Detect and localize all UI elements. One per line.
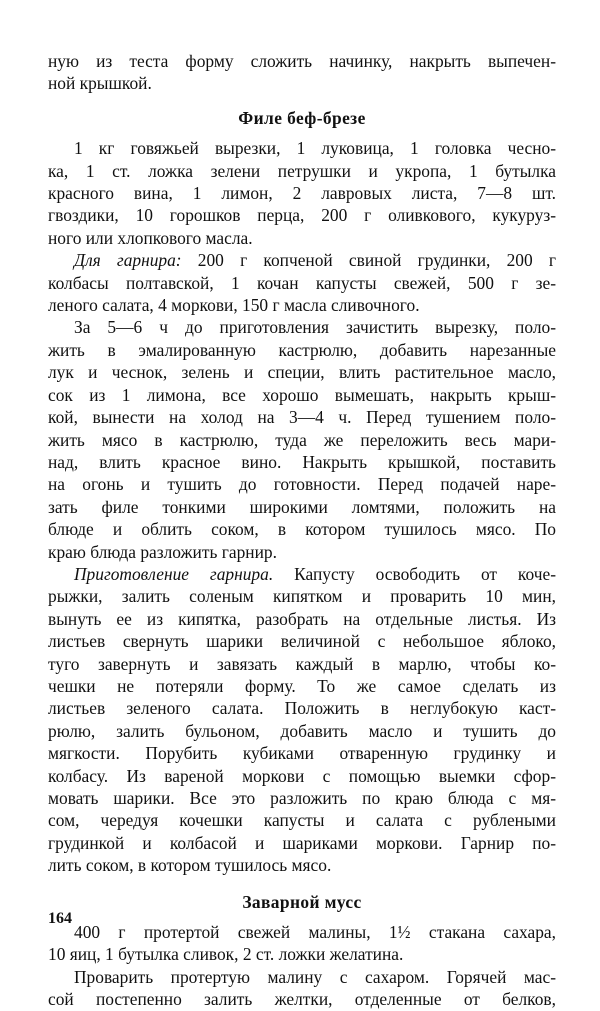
- text-line: сой постепенно залить желтки, отделенные от белков,: [48, 989, 556, 1010]
- recipe-title: Филе беф-брезе: [238, 107, 366, 128]
- text-line: зать филе тонкими широкими ломтями, положить на: [48, 496, 556, 517]
- text-line: ного или хлопкового масла.: [48, 227, 253, 248]
- intro-paragraph: [48, 50, 556, 95]
- garnish-paragraph: [48, 249, 556, 316]
- text-line: туго завернуть и завязать каждый в марлю, чтобы ко-: [48, 653, 556, 674]
- prep-label: Приготовление гарнира.: [74, 563, 274, 584]
- text-line: вынуть ее из кипятка, разобрать на отдельные листья. Из: [48, 608, 556, 629]
- text-line: гвоздики, 10 горошков перца, 200 г оливкового, кукуруз-: [48, 205, 556, 226]
- text-line: сок из 1 лимона, все хорошо вымешать, накрыть крыш-: [48, 384, 556, 405]
- text-line: 400 г протертой свежей малины, 1½ стакана сахара,: [74, 922, 556, 943]
- text-line: ка, 1 ст. ложка зелени петрушки и укропа, 1 бутылка: [48, 160, 556, 181]
- text-line: рюлю, залить бульоном, добавить масло и тушить до: [48, 720, 556, 741]
- text-line: чешки не потеряли форму. То же самое сделать из: [48, 675, 556, 696]
- text-line: листьев зеленого салата. Положить в неглубокую каст-: [48, 698, 556, 719]
- text-line: лук и чеснок, зелень и специи, влить растительное масло,: [48, 362, 556, 383]
- garnish-label: Для гарнира:: [74, 250, 182, 271]
- text-line: краю блюда разложить гарнир.: [48, 541, 277, 562]
- text-line: мягкости. Порубить кубиками отваренную грудинку и: [48, 743, 556, 764]
- text-line: 1 кг говяжьей вырезки, 1 луковица, 1 головка чесно-: [74, 138, 556, 159]
- text-line: грудинкой и колбасой и шариками моркови. Гарнир по-: [48, 832, 556, 853]
- recipe-title: Заварной мусс: [242, 891, 362, 912]
- text-line: блюде и облить соком, в котором тушилось мясо. По: [48, 519, 556, 540]
- ingredients-paragraph: [48, 921, 556, 966]
- text-line: на огонь и тушить до готовности. Перед подачей наре-: [48, 474, 556, 495]
- page-number: 164: [48, 910, 72, 927]
- text-line: ную из теста форму сложить начинку, накрыть выпечен-: [48, 51, 556, 71]
- text-line: жить мясо в кастрюлю, туда же переложить весь мари-: [48, 429, 556, 450]
- text-line: леного салата, 4 моркови, 150 г масла сливочного.: [48, 295, 420, 316]
- garnish-prep-paragraph: [48, 563, 556, 877]
- text-line: сом, чередуя кочешки капусты и салата с рублеными: [48, 810, 556, 831]
- text-line: 10 яиц, 1 бутылка сливок, 2 ст. ложки желатина.: [48, 944, 404, 965]
- method-paragraph: [48, 966, 556, 1011]
- text-line: лить соком, в котором тушилось мясо.: [48, 855, 332, 876]
- text-line: [48, 249, 556, 271]
- text-line: За 5—6 ч до приготовления зачистить вырезку, поло-: [74, 317, 556, 338]
- text-line: Проварить протертую малину с сахаром. Горячей мас-: [74, 966, 556, 987]
- prep-text: Капусту освободить от коче-: [273, 563, 556, 584]
- text-line: над, влить красное вино. Накрыть крышкой, поставить: [48, 451, 556, 472]
- text-line: листьев свернуть шарики величиной с небольшое яблоко,: [48, 631, 556, 652]
- text-line: [48, 563, 556, 585]
- method-paragraph: [48, 316, 556, 562]
- text-line: красного вина, 1 лимон, 2 лавровых листа, 7—8 шт.: [48, 183, 556, 204]
- ingredients-paragraph: [48, 137, 556, 249]
- text-line: рыжки, залить соленым кипятком и проварить 10 мин,: [48, 586, 556, 607]
- text-line: жить в эмалированную кастрюлю, добавить нарезанные: [48, 339, 556, 360]
- text-line: ной крышкой.: [48, 73, 152, 94]
- garnish-text: 200 г копченой свиной грудинки, 200 г: [181, 250, 556, 271]
- text-line: мовать шарики. Все это разложить по краю блюда с мя-: [48, 788, 556, 808]
- text-line: кой, вынести на холод на 3—4 ч. Перед тушением поло-: [48, 407, 556, 428]
- text-line: колбасу. Из вареной моркови с помощью выемки сфор-: [48, 765, 556, 786]
- book-page: [48, 50, 556, 1011]
- text-line: колбасы полтавской, 1 кочан капусты свежей, 500 г зе-: [48, 272, 556, 293]
